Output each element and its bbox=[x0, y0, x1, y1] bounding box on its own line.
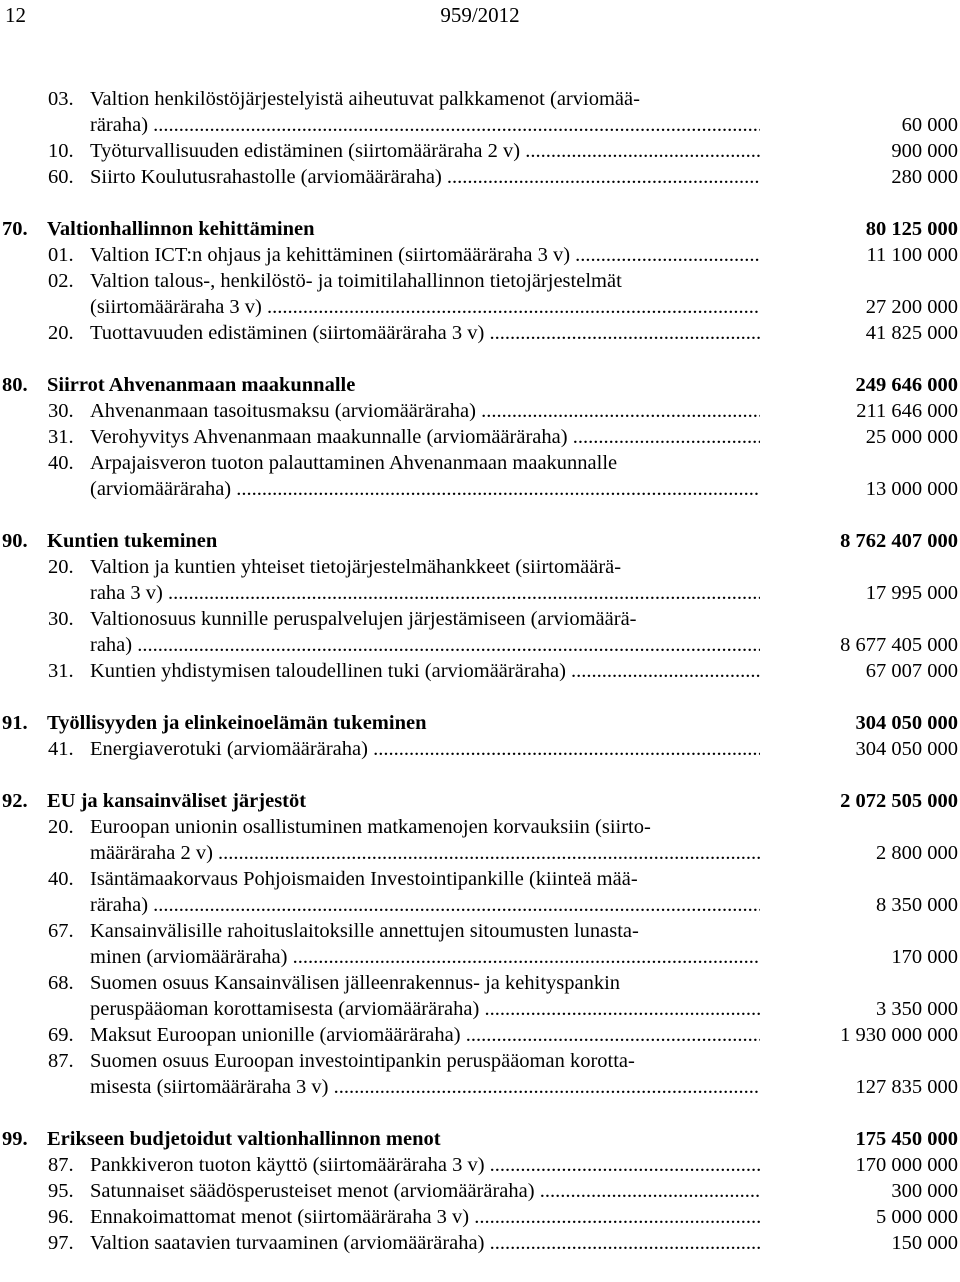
budget-item-row bbox=[0, 164, 960, 190]
item-label: (siirtomääräraha 3 v) ..... bbox=[90, 294, 760, 320]
budget-item-row bbox=[0, 970, 960, 996]
item-label: Ennakoimattomat menot (siirtomääräraha 3 v) ..... bbox=[90, 1204, 760, 1230]
budget-item-row bbox=[0, 632, 960, 658]
page-number: 12 bbox=[5, 3, 26, 27]
item-amount: 170 000 000 bbox=[855, 1154, 958, 1176]
section-code: 91. bbox=[2, 712, 28, 734]
item-label: Suomen osuus Kansainvälisen jälleenrakennus- ja kehityspankin bbox=[90, 972, 621, 994]
item-label: Verohyvitys Ahvenanmaan maakunnalle (arviomääräraha) ..... bbox=[90, 424, 760, 450]
item-code: 87. bbox=[48, 1050, 74, 1072]
item-amount: 41 825 000 bbox=[865, 322, 958, 344]
item-label: räraha) ..... bbox=[90, 892, 760, 918]
item-amount: 11 100 000 bbox=[866, 244, 958, 266]
item-amount: 17 995 000 bbox=[865, 582, 958, 604]
item-label: Euroopan unionin osallistuminen matkamenojen korvauksiin (siirto- bbox=[90, 816, 651, 838]
item-label: Arpajaisveron tuoton palauttaminen Ahvenanmaan maakunnalle bbox=[90, 452, 618, 474]
item-amount: 150 000 bbox=[891, 1232, 958, 1254]
budget-item-row bbox=[0, 1152, 960, 1178]
section-title: Valtionhallinnon kehittäminen bbox=[47, 218, 315, 240]
item-amount: 60 000 bbox=[901, 114, 958, 136]
item-code: 30. bbox=[48, 608, 74, 630]
item-amount: 8 677 405 000 bbox=[840, 634, 958, 656]
section-heading-row bbox=[0, 216, 960, 242]
section-heading-row bbox=[0, 1126, 960, 1152]
section-amount: 249 646 000 bbox=[855, 374, 958, 396]
item-code: 96. bbox=[48, 1206, 74, 1228]
budget-item-row bbox=[0, 840, 960, 866]
section-title: Kuntien tukeminen bbox=[47, 530, 218, 552]
budget-item-row bbox=[0, 86, 960, 112]
document-reference: 959/2012 bbox=[440, 3, 520, 27]
item-code: 01. bbox=[48, 244, 74, 266]
section-heading-row bbox=[0, 788, 960, 814]
budget-item-row bbox=[0, 320, 960, 346]
budget-item-row bbox=[0, 476, 960, 502]
item-code: 31. bbox=[48, 660, 74, 682]
item-code: 60. bbox=[48, 166, 74, 188]
item-label: Isäntämaakorvaus Pohjoismaiden Investointipankille (kiinteä mää- bbox=[90, 868, 638, 890]
item-label: peruspääoman korottamisesta (arviomääräraha) ..... bbox=[90, 996, 760, 1022]
section-title: Työllisyyden ja elinkeinoelämän tukeminen bbox=[47, 712, 427, 734]
budget-item-row bbox=[0, 892, 960, 918]
budget-item-row bbox=[0, 918, 960, 944]
budget-item-row bbox=[0, 1230, 960, 1256]
item-code: 02. bbox=[48, 270, 74, 292]
budget-item-row bbox=[0, 996, 960, 1022]
item-amount: 170 000 bbox=[891, 946, 958, 968]
budget-section bbox=[0, 86, 960, 190]
item-amount: 280 000 bbox=[891, 166, 958, 188]
item-code: 67. bbox=[48, 920, 74, 942]
section-amount: 2 072 505 000 bbox=[840, 790, 958, 812]
item-amount: 300 000 bbox=[891, 1180, 958, 1202]
budget-item-row bbox=[0, 450, 960, 476]
item-amount: 8 350 000 bbox=[876, 894, 958, 916]
section-amount: 8 762 407 000 bbox=[840, 530, 958, 552]
item-code: 40. bbox=[48, 452, 74, 474]
item-label: minen (arviomääräraha) ..... bbox=[90, 944, 760, 970]
item-label: Maksut Euroopan unionille (arviomääräraha) ..... bbox=[90, 1022, 760, 1048]
item-amount: 27 200 000 bbox=[865, 296, 958, 318]
budget-item-row bbox=[0, 138, 960, 164]
section-heading-row bbox=[0, 528, 960, 554]
budget-item-row bbox=[0, 814, 960, 840]
item-amount: 127 835 000 bbox=[855, 1076, 958, 1098]
item-label: Pankkiveron tuoton käyttö (siirtomääräraha 3 v) ..... bbox=[90, 1152, 760, 1178]
budget-item-row bbox=[0, 866, 960, 892]
item-code: 41. bbox=[48, 738, 74, 760]
budget-item-row bbox=[0, 1022, 960, 1048]
budget-item-row bbox=[0, 1048, 960, 1074]
budget-item-row bbox=[0, 944, 960, 970]
item-label: (arviomääräraha) ..... bbox=[90, 476, 760, 502]
budget-item-row bbox=[0, 242, 960, 268]
section-amount: 175 450 000 bbox=[855, 1128, 958, 1150]
item-amount: 5 000 000 bbox=[876, 1206, 958, 1228]
item-amount: 2 800 000 bbox=[876, 842, 958, 864]
item-code: 31. bbox=[48, 426, 74, 448]
item-amount: 304 050 000 bbox=[855, 738, 958, 760]
budget-item-row bbox=[0, 268, 960, 294]
item-label: Energiaverotuki (arviomääräraha) ..... bbox=[90, 736, 760, 762]
section-title: Siirrot Ahvenanmaan maakunnalle bbox=[47, 374, 356, 396]
item-amount: 25 000 000 bbox=[865, 426, 958, 448]
item-label: raha 3 v) ..... bbox=[90, 580, 760, 606]
item-label: Siirto Koulutusrahastolle (arviomääräraha) ..... bbox=[90, 164, 760, 190]
item-label: misesta (siirtomääräraha 3 v) ..... bbox=[90, 1074, 760, 1100]
budget-section bbox=[0, 788, 960, 1100]
item-label: Suomen osuus Euroopan investointipankin peruspääoman korotta- bbox=[90, 1050, 635, 1072]
section-amount: 304 050 000 bbox=[855, 712, 958, 734]
budget-item-row bbox=[0, 424, 960, 450]
item-label: Kuntien yhdistymisen taloudellinen tuki (arviomääräraha) ..... bbox=[90, 658, 760, 684]
section-heading-row bbox=[0, 372, 960, 398]
item-amount: 67 007 000 bbox=[865, 660, 958, 682]
section-title: EU ja kansainväliset järjestöt bbox=[47, 790, 307, 812]
budget-item-row bbox=[0, 1178, 960, 1204]
budget-item-row bbox=[0, 658, 960, 684]
item-code: 95. bbox=[48, 1180, 74, 1202]
item-code: 20. bbox=[48, 816, 74, 838]
budget-item-row bbox=[0, 606, 960, 632]
item-label: Tuottavuuden edistäminen (siirtomääräraha 3 v) ..... bbox=[90, 320, 760, 346]
budget-item-row bbox=[0, 736, 960, 762]
budget-item-row bbox=[0, 554, 960, 580]
item-label: Ahvenanmaan tasoitusmaksu (arviomääräraha) ..... bbox=[90, 398, 760, 424]
section-code: 70. bbox=[2, 218, 28, 240]
item-amount: 3 350 000 bbox=[876, 998, 958, 1020]
budget-section bbox=[0, 216, 960, 346]
item-label: Valtion henkilöstöjärjestelyistä aiheutuvat palkkamenot (arviomää- bbox=[90, 88, 640, 110]
budget-section bbox=[0, 372, 960, 502]
budget-item-row bbox=[0, 580, 960, 606]
item-code: 97. bbox=[48, 1232, 74, 1254]
section-title: Erikseen budjetoidut valtionhallinnon menot bbox=[47, 1128, 441, 1150]
item-label: Valtion ICT:n ohjaus ja kehittäminen (siirtomääräraha 3 v) ..... bbox=[90, 242, 760, 268]
section-code: 99. bbox=[2, 1128, 28, 1150]
budget-section bbox=[0, 710, 960, 762]
item-code: 87. bbox=[48, 1154, 74, 1176]
item-code: 69. bbox=[48, 1024, 74, 1046]
item-amount: 900 000 bbox=[891, 140, 958, 162]
item-code: 68. bbox=[48, 972, 74, 994]
item-amount: 13 000 000 bbox=[865, 478, 958, 500]
item-label: räraha) ..... bbox=[90, 112, 760, 138]
section-code: 92. bbox=[2, 790, 28, 812]
item-label: Kansainvälisille rahoituslaitoksille annettujen sitoumusten lunasta- bbox=[90, 920, 639, 942]
section-code: 90. bbox=[2, 530, 28, 552]
budget-section bbox=[0, 1126, 960, 1256]
budget-section bbox=[0, 528, 960, 684]
item-label: Valtion ja kuntien yhteiset tietojärjestelmähankkeet (siirtomäärä- bbox=[90, 556, 622, 578]
section-heading-row bbox=[0, 710, 960, 736]
item-code: 30. bbox=[48, 400, 74, 422]
budget-item-row bbox=[0, 112, 960, 138]
item-label: Satunnaiset säädösperusteiset menot (arviomääräraha) ..... bbox=[90, 1178, 760, 1204]
budget-item-row bbox=[0, 398, 960, 424]
item-label: Valtionosuus kunnille peruspalvelujen järjestämiseen (arviomäärä- bbox=[90, 608, 637, 630]
item-code: 03. bbox=[48, 88, 74, 110]
budget-item-row bbox=[0, 1204, 960, 1230]
budget-item-row bbox=[0, 1074, 960, 1100]
item-amount: 211 646 000 bbox=[856, 400, 958, 422]
page-header bbox=[0, 0, 960, 30]
section-code: 80. bbox=[2, 374, 28, 396]
item-code: 20. bbox=[48, 322, 74, 344]
item-label: määräraha 2 v) ..... bbox=[90, 840, 760, 866]
budget-item-row bbox=[0, 294, 960, 320]
item-label: Valtion saatavien turvaaminen (arviomääräraha) ..... bbox=[90, 1230, 760, 1256]
item-label: Valtion talous-, henkilöstö- ja toimitilahallinnon tietojärjestelmät bbox=[90, 270, 622, 292]
budget-table bbox=[0, 86, 960, 1282]
item-code: 40. bbox=[48, 868, 74, 890]
item-amount: 1 930 000 000 bbox=[840, 1024, 958, 1046]
section-amount: 80 125 000 bbox=[865, 218, 958, 240]
item-code: 20. bbox=[48, 556, 74, 578]
item-label: Työturvallisuuden edistäminen (siirtomääräraha 2 v) ..... bbox=[90, 138, 760, 164]
item-code: 10. bbox=[48, 140, 74, 162]
item-label: raha) ..... bbox=[90, 632, 760, 658]
